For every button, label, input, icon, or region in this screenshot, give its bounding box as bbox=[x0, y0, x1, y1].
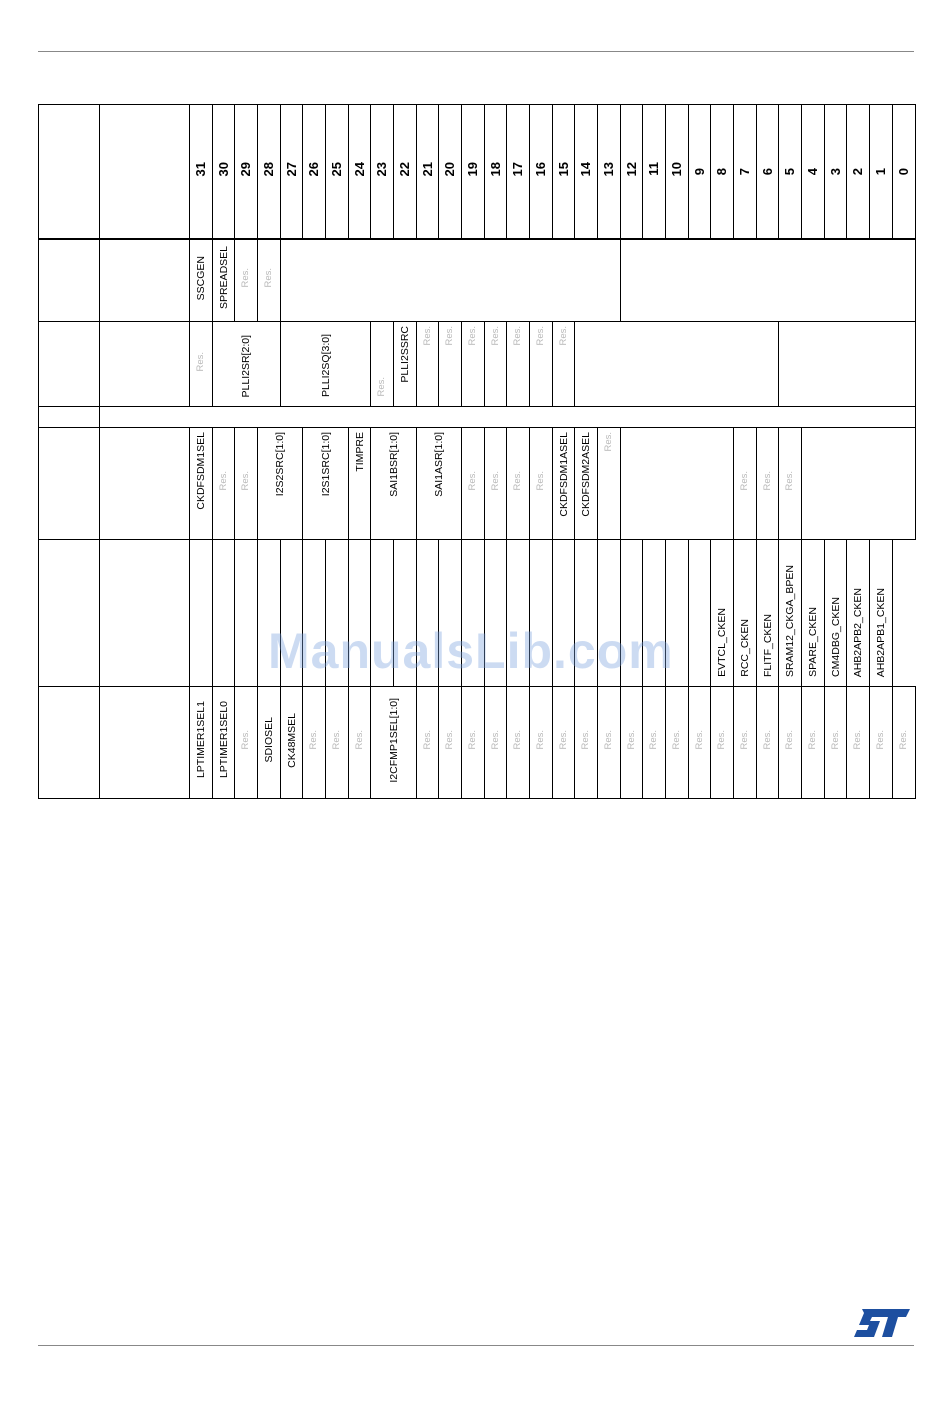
bit-field-label: CKDFSDM2ASEL bbox=[580, 432, 593, 517]
bit-number: 7 bbox=[736, 168, 752, 176]
bit-field-label: SPARE_CKEN bbox=[806, 607, 819, 677]
register-name-cell bbox=[100, 687, 190, 799]
empty-bit-cell bbox=[462, 540, 485, 687]
empty-bit-cell bbox=[303, 540, 326, 687]
bit-number: 12 bbox=[623, 161, 639, 176]
bit-field-label: AHB2APB1_CKEN bbox=[874, 587, 887, 677]
empty-bit-cell bbox=[620, 428, 733, 540]
watermark: ManualsLib.com bbox=[268, 623, 674, 679]
offset-cell bbox=[39, 407, 100, 428]
reserved-label: Res. bbox=[240, 267, 252, 288]
bit-number-cell bbox=[439, 105, 462, 239]
bit-field-cell bbox=[824, 540, 847, 687]
bit-number-cell bbox=[326, 105, 349, 239]
reserved-bit-cell bbox=[598, 428, 621, 540]
bit-number-cell bbox=[394, 105, 417, 239]
offset-cell bbox=[39, 687, 100, 799]
bit-number-cell bbox=[348, 105, 371, 239]
empty-bit-cell bbox=[507, 540, 530, 687]
empty-bit-cell bbox=[416, 540, 439, 687]
register-name-cell bbox=[100, 105, 190, 239]
reserved-label: Res. bbox=[240, 471, 252, 491]
reserved-bit-cell bbox=[190, 322, 213, 407]
empty-bit-cell bbox=[620, 239, 915, 322]
bit-field-cell bbox=[371, 428, 416, 540]
reserved-label: Res. bbox=[557, 326, 569, 346]
bit-field-label: CKDFSDM1SEL bbox=[194, 432, 207, 510]
bit-field-label: PLLI2SQ[3:0] bbox=[319, 333, 332, 397]
reserved-label: Res. bbox=[262, 267, 274, 288]
bit-field-label: SSCGEN bbox=[194, 255, 207, 300]
bit-field-cell bbox=[348, 428, 371, 540]
reserved-bit-cell bbox=[484, 428, 507, 540]
bit-number-cell bbox=[552, 105, 575, 239]
reserved-label: Res. bbox=[466, 730, 478, 750]
bit-number-cell bbox=[643, 105, 666, 239]
bit-number: 25 bbox=[328, 161, 344, 176]
reserved-label: Res. bbox=[489, 730, 501, 750]
bit-number-cell bbox=[802, 105, 825, 239]
reserved-label: Res. bbox=[738, 471, 750, 491]
reserved-bit-cell bbox=[643, 687, 666, 799]
reserved-bit-cell bbox=[530, 687, 553, 799]
reserved-bit-cell bbox=[779, 428, 802, 540]
reserved-label: Res. bbox=[308, 730, 320, 750]
reserved-bit-cell bbox=[507, 322, 530, 407]
reserved-label: Res. bbox=[761, 471, 773, 491]
empty-bit-cell bbox=[371, 540, 394, 687]
bit-field-label: FLITF_CKEN bbox=[761, 613, 774, 677]
header-rule bbox=[38, 51, 914, 52]
reserved-label: Res. bbox=[421, 730, 433, 750]
reserved-bit-cell bbox=[552, 322, 575, 407]
reserved-bit-cell bbox=[802, 687, 825, 799]
reserved-bit-cell bbox=[530, 322, 553, 407]
reserved-bit-cell bbox=[507, 687, 530, 799]
bit-field-cell bbox=[258, 687, 281, 799]
reserved-label: Res. bbox=[716, 730, 728, 750]
reserved-bit-cell bbox=[212, 428, 235, 540]
bit-number-cell bbox=[734, 105, 757, 239]
bit-field-label: I2S1SRC[1:0] bbox=[319, 432, 332, 497]
reserved-label: Res. bbox=[852, 730, 864, 750]
bit-number: 4 bbox=[804, 168, 820, 176]
bit-number-cell bbox=[258, 105, 281, 239]
bit-number: 20 bbox=[442, 161, 458, 176]
bit-field-cell bbox=[280, 322, 371, 407]
bit-number-cell bbox=[847, 105, 870, 239]
bit-number-cell bbox=[575, 105, 598, 239]
empty-bit-cell bbox=[643, 540, 666, 687]
offset-cell bbox=[39, 428, 100, 540]
reserved-bit-cell bbox=[711, 687, 734, 799]
bit-number: 11 bbox=[646, 161, 662, 176]
reserved-bit-cell bbox=[688, 687, 711, 799]
bit-number: 2 bbox=[850, 168, 866, 176]
reserved-bit-cell bbox=[507, 428, 530, 540]
bit-field-label: SAI1ASR[1:0] bbox=[432, 432, 445, 497]
reserved-bit-cell bbox=[620, 687, 643, 799]
empty-bit-cell bbox=[280, 239, 620, 322]
reserved-bit-cell bbox=[416, 322, 439, 407]
bit-number-cell bbox=[756, 105, 779, 239]
reserved-bit-cell bbox=[756, 428, 779, 540]
reserved-label: Res. bbox=[602, 730, 614, 750]
empty-bit-cell bbox=[212, 540, 235, 687]
bit-number: 1 bbox=[872, 168, 888, 176]
empty-bit-cell bbox=[620, 540, 643, 687]
bit-field-cell bbox=[734, 540, 757, 687]
bit-number: 0 bbox=[895, 168, 911, 176]
empty-bit-cell bbox=[575, 540, 598, 687]
reserved-label: Res. bbox=[580, 730, 592, 750]
bit-number: 13 bbox=[600, 161, 616, 176]
reserved-label: Res. bbox=[512, 471, 524, 491]
empty-bit-cell bbox=[326, 540, 349, 687]
bit-number-cell bbox=[303, 105, 326, 239]
reserved-label: Res. bbox=[693, 730, 705, 750]
reserved-label: Res. bbox=[444, 730, 456, 750]
bit-field-cell bbox=[212, 687, 235, 799]
reserved-bit-cell bbox=[847, 687, 870, 799]
empty-bit-cell bbox=[484, 540, 507, 687]
reserved-bit-cell bbox=[870, 687, 893, 799]
reserved-bit-cell bbox=[348, 687, 371, 799]
bit-field-cell bbox=[802, 540, 825, 687]
reserved-label: Res. bbox=[602, 432, 614, 452]
bit-field-cell bbox=[212, 322, 280, 407]
separator-cell bbox=[100, 407, 916, 428]
bit-field-label: I2S2SRC[1:0] bbox=[274, 432, 287, 497]
reserved-label: Res. bbox=[466, 471, 478, 491]
reserved-label: Res. bbox=[648, 730, 660, 750]
bit-number: 30 bbox=[215, 161, 231, 176]
bit-number: 19 bbox=[464, 161, 480, 176]
bit-number: 5 bbox=[782, 168, 798, 176]
bit-field-cell bbox=[371, 687, 416, 799]
bit-number-cell bbox=[711, 105, 734, 239]
empty-bit-cell bbox=[258, 540, 281, 687]
bit-field-label: RCC_CKEN bbox=[738, 619, 751, 677]
register-row bbox=[39, 428, 916, 540]
reserved-bit-cell bbox=[462, 428, 485, 540]
bit-number-cell bbox=[870, 105, 893, 239]
reserved-bit-cell bbox=[462, 322, 485, 407]
reserved-bit-cell bbox=[258, 239, 281, 322]
bit-field-label: SPREADSEL bbox=[217, 246, 230, 310]
empty-bit-cell bbox=[235, 540, 258, 687]
register-row bbox=[39, 322, 916, 407]
bit-field-cell bbox=[711, 540, 734, 687]
bit-field-label: CM4DBG_CKEN bbox=[829, 597, 842, 677]
reserved-label: Res. bbox=[444, 326, 456, 346]
bit-field-label: SAI1BSR[1:0] bbox=[387, 432, 400, 497]
bit-field-cell bbox=[190, 687, 213, 799]
bit-number-cell bbox=[598, 105, 621, 239]
bit-number-cell bbox=[462, 105, 485, 239]
bit-number: 16 bbox=[532, 161, 548, 176]
bit-number: 3 bbox=[827, 168, 843, 176]
empty-bit-cell bbox=[688, 540, 711, 687]
bit-number: 14 bbox=[578, 161, 594, 176]
empty-bit-cell bbox=[666, 540, 689, 687]
reserved-label: Res. bbox=[625, 730, 637, 750]
bit-number: 22 bbox=[396, 161, 412, 176]
reserved-label: Res. bbox=[240, 730, 252, 750]
empty-bit-cell bbox=[598, 540, 621, 687]
reserved-label: Res. bbox=[489, 471, 501, 491]
reserved-bit-cell bbox=[734, 687, 757, 799]
bit-field-label: AHB2APB2_CKEN bbox=[852, 587, 865, 677]
bit-number: 15 bbox=[555, 161, 571, 176]
bit-number: 10 bbox=[668, 161, 684, 176]
bit-field-label: PLLI2SSRC bbox=[398, 326, 411, 383]
bit-number: 24 bbox=[351, 161, 367, 176]
empty-bit-cell bbox=[530, 540, 553, 687]
empty-bit-cell bbox=[394, 540, 417, 687]
reserved-bit-cell bbox=[484, 322, 507, 407]
bit-number: 8 bbox=[714, 168, 730, 176]
reserved-bit-cell bbox=[824, 687, 847, 799]
empty-bit-cell bbox=[552, 540, 575, 687]
reserved-label: Res. bbox=[806, 730, 818, 750]
reserved-bit-cell bbox=[462, 687, 485, 799]
bit-number: 27 bbox=[283, 161, 299, 176]
bit-number-cell bbox=[892, 105, 915, 239]
reserved-bit-cell bbox=[552, 687, 575, 799]
reserved-label: Res. bbox=[534, 730, 546, 750]
reserved-bit-cell bbox=[734, 428, 757, 540]
reserved-bit-cell bbox=[235, 239, 258, 322]
bit-field-label: CKDFSDM1ASEL bbox=[557, 432, 570, 517]
bit-field-cell bbox=[190, 428, 213, 540]
empty-bit-cell bbox=[280, 540, 303, 687]
bit-field-label: SDIOSEL bbox=[262, 717, 275, 763]
reserved-bit-cell bbox=[756, 687, 779, 799]
reserved-label: Res. bbox=[330, 730, 342, 750]
reserved-label: Res. bbox=[874, 730, 886, 750]
reserved-label: Res. bbox=[376, 377, 388, 397]
bit-number-cell bbox=[416, 105, 439, 239]
bit-field-cell bbox=[847, 540, 870, 687]
empty-bit-cell bbox=[348, 540, 371, 687]
bit-field-cell bbox=[258, 428, 303, 540]
reserved-label: Res. bbox=[829, 730, 841, 750]
reserved-label: Res. bbox=[761, 730, 773, 750]
reserved-label: Res. bbox=[512, 730, 524, 750]
bit-field-label: I2CFMP1SEL[1:0] bbox=[387, 697, 400, 783]
st-logo-icon bbox=[852, 1305, 912, 1341]
reserved-label: Res. bbox=[670, 730, 682, 750]
reserved-bit-cell bbox=[575, 687, 598, 799]
reserved-bit-cell bbox=[530, 428, 553, 540]
bit-number-row bbox=[39, 105, 916, 239]
bit-field-cell bbox=[416, 428, 461, 540]
offset-cell bbox=[39, 540, 100, 687]
bit-number: 29 bbox=[238, 161, 254, 176]
footer-rule bbox=[38, 1345, 914, 1346]
reserved-label: Res. bbox=[897, 730, 909, 750]
offset-cell bbox=[39, 322, 100, 407]
bit-number-cell bbox=[824, 105, 847, 239]
empty-bit-cell bbox=[439, 540, 462, 687]
reserved-bit-cell bbox=[326, 687, 349, 799]
bit-number-cell bbox=[779, 105, 802, 239]
bit-field-label: EVTCL_CKEN bbox=[716, 608, 729, 677]
register-name-cell bbox=[100, 239, 190, 322]
bit-field-label: TIMPRE bbox=[353, 432, 366, 472]
reserved-bit-cell bbox=[779, 687, 802, 799]
bit-number: 26 bbox=[306, 161, 322, 176]
reserved-bit-cell bbox=[666, 687, 689, 799]
bit-field-label: LPTIMER1SEL0 bbox=[217, 701, 230, 779]
bit-field-label: LPTIMER1SEL1 bbox=[194, 701, 207, 779]
reserved-label: Res. bbox=[784, 730, 796, 750]
reserved-label: Res. bbox=[534, 326, 546, 346]
bit-number: 9 bbox=[691, 168, 707, 176]
bit-field-cell bbox=[575, 428, 598, 540]
reserved-bit-cell bbox=[439, 687, 462, 799]
bit-number-cell bbox=[620, 105, 643, 239]
reserved-label: Res. bbox=[738, 730, 750, 750]
bit-number-cell bbox=[688, 105, 711, 239]
bit-number: 31 bbox=[192, 161, 208, 176]
bit-number: 17 bbox=[510, 161, 526, 176]
reserved-bit-cell bbox=[303, 687, 326, 799]
bit-field-cell bbox=[552, 428, 575, 540]
reserved-bit-cell bbox=[416, 687, 439, 799]
empty-bit-cell bbox=[575, 322, 779, 407]
reserved-label: Res. bbox=[194, 351, 206, 372]
bit-number: 18 bbox=[487, 161, 503, 176]
reserved-label: Res. bbox=[353, 730, 365, 750]
register-row bbox=[39, 687, 916, 799]
reserved-label: Res. bbox=[512, 326, 524, 346]
bit-field-cell bbox=[212, 239, 235, 322]
bit-field-cell bbox=[190, 239, 213, 322]
reserved-bit-cell bbox=[892, 687, 915, 799]
bit-number-cell bbox=[666, 105, 689, 239]
reserved-bit-cell bbox=[235, 687, 258, 799]
bit-number-cell bbox=[235, 105, 258, 239]
bit-number-cell bbox=[484, 105, 507, 239]
bit-number: 28 bbox=[260, 161, 276, 176]
bit-field-cell bbox=[870, 540, 893, 687]
reserved-bit-cell bbox=[484, 687, 507, 799]
reserved-label: Res. bbox=[217, 471, 229, 491]
reserved-label: Res. bbox=[421, 326, 433, 346]
register-row bbox=[39, 239, 916, 322]
bit-field-cell bbox=[303, 428, 348, 540]
register-map-table bbox=[38, 104, 916, 799]
bit-field-label: PLLI2SR[2:0] bbox=[240, 334, 253, 397]
bit-number-cell bbox=[530, 105, 553, 239]
bit-field-cell bbox=[280, 687, 303, 799]
bit-field-label: SRAM12_CKGA_BPEN bbox=[784, 564, 797, 677]
bit-number-cell bbox=[280, 105, 303, 239]
separator-row bbox=[39, 407, 916, 428]
bit-field-label: CK48MSEL bbox=[285, 712, 298, 768]
bit-field-cell bbox=[756, 540, 779, 687]
bit-number-cell bbox=[371, 105, 394, 239]
register-name-cell bbox=[100, 428, 190, 540]
bit-field-cell bbox=[779, 540, 802, 687]
register-row bbox=[39, 540, 916, 687]
bit-number: 6 bbox=[759, 168, 775, 176]
bit-field-cell bbox=[394, 322, 417, 407]
bit-number-cell bbox=[212, 105, 235, 239]
reserved-label: Res. bbox=[534, 471, 546, 491]
bit-number: 23 bbox=[374, 161, 390, 176]
bit-number-cell bbox=[507, 105, 530, 239]
reserved-label: Res. bbox=[466, 326, 478, 346]
bit-number-cell bbox=[190, 105, 213, 239]
reserved-bit-cell bbox=[371, 322, 394, 407]
reserved-bit-cell bbox=[439, 322, 462, 407]
reserved-bit-cell bbox=[235, 428, 258, 540]
register-name-cell bbox=[100, 540, 190, 687]
register-name-cell bbox=[100, 322, 190, 407]
reserved-bit-cell bbox=[598, 687, 621, 799]
offset-cell bbox=[39, 239, 100, 322]
empty-bit-cell bbox=[190, 540, 213, 687]
reserved-label: Res. bbox=[557, 730, 569, 750]
reserved-label: Res. bbox=[489, 326, 501, 346]
empty-bit-cell bbox=[779, 322, 915, 407]
reserved-label: Res. bbox=[784, 471, 796, 491]
offset-cell bbox=[39, 105, 100, 239]
bit-number: 21 bbox=[419, 161, 435, 176]
empty-bit-cell bbox=[802, 428, 915, 540]
